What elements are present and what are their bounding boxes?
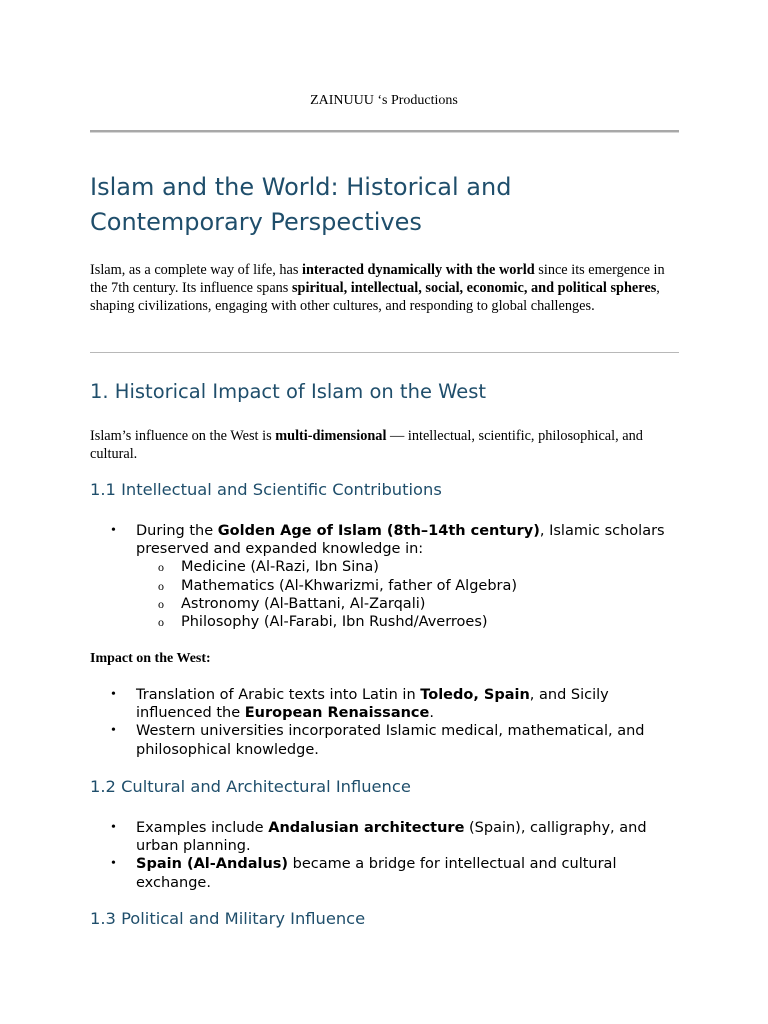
section-heading: 1. Historical Impact of Islam on the West	[90, 380, 487, 403]
section-divider	[90, 352, 679, 353]
cultural-list	[90, 819, 680, 892]
bullet-icon: •	[111, 687, 116, 702]
section-intro-paragraph: Islam’s influence on the West is multi-dimensional — intellectual, scientific, philosophical, and cultural.	[90, 428, 643, 462]
list-item: • Western universities incorporated Islamic medical, mathematical, and philosophical knowledge.	[111, 723, 645, 758]
circle-bullet-icon: o	[158, 560, 164, 575]
sub-list-item: o Medicine (Al-Razi, Ibn Sina)	[158, 559, 379, 576]
bullet-icon: •	[111, 856, 116, 872]
document-title: Islam and the World: Historical and Contemporary Perspectives	[90, 173, 512, 236]
sub-list-item: o Mathematics (Al-Khwarizmi, father of Algebra)	[158, 577, 518, 594]
subsection-heading-1-1: 1.1 Intellectual and Scientific Contributions	[90, 480, 442, 499]
circle-bullet-icon: o	[158, 615, 164, 630]
list-item: • Examples include Andalusian architecture (Spain), calligraphy, and urban planning.	[111, 820, 647, 855]
impact-list	[90, 686, 680, 759]
header-divider	[90, 130, 679, 133]
list-item: • Translation of Arabic texts into Latin in Toledo, Spain, and Sicily influenced the European Renaissance.	[111, 687, 609, 722]
bullet-icon: •	[111, 820, 116, 835]
page-header: ZAINUUU ‘s Productions	[310, 93, 458, 108]
intro-paragraph: Islam, as a complete way of life, has interacted dynamically with the world since its emergence in the 7th century. Its influence spans spiritual, intellectual, social, economic, and political spheres, shaping civilizations, engaging with other cultures, and responding to global challenges.	[90, 262, 665, 314]
list-item: • Spain (Al-Andalus) became a bridge for intellectual and cultural exchange.	[111, 856, 617, 891]
list-item: • During the Golden Age of Islam (8th–14th century), Islamic scholars preserved and expanded knowledge in:	[111, 523, 665, 558]
subsection-heading-1-2: 1.2 Cultural and Architectural Influence	[90, 777, 411, 796]
bullet-icon: •	[111, 723, 116, 739]
bullet-icon: •	[111, 523, 116, 538]
impact-label: Impact on the West:	[90, 651, 211, 666]
subsection-heading-1-3: 1.3 Political and Military Influence	[90, 909, 366, 928]
circle-bullet-icon: o	[158, 596, 164, 611]
sub-list-item: o Philosophy (Al-Farabi, Ibn Rushd/Averroes)	[158, 614, 488, 631]
circle-bullet-icon: o	[158, 578, 164, 593]
contributions-list	[90, 522, 680, 631]
sub-list-item: o Astronomy (Al-Battani, Al-Zarqali)	[158, 595, 426, 612]
